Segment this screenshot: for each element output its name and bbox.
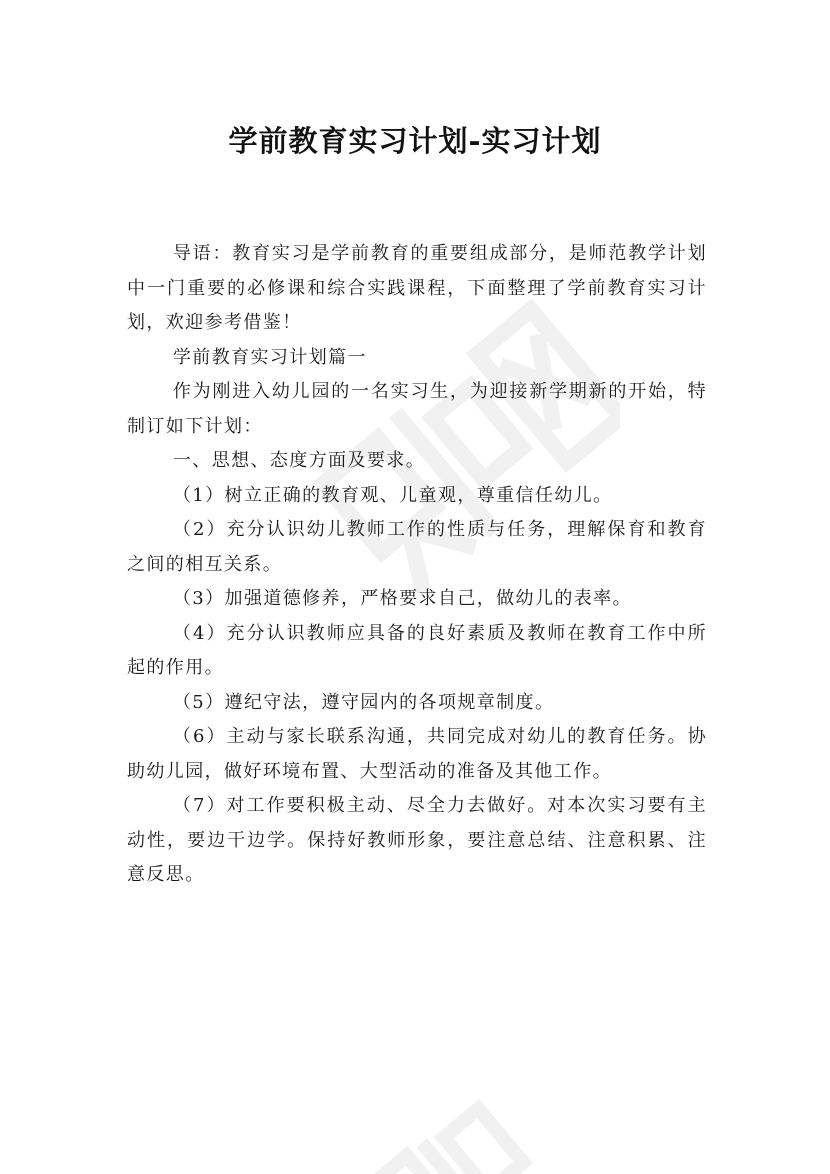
list-item: （2）充分认识幼儿教师工作的性质与任务，理解保育和教育之间的相互关系。 (127, 519, 707, 575)
list-item: （7）对工作要积极主动、尽全力去做好。对本次实习要有主动性，要边干边学。保持好教师形象，要注意总结、注意积累、注意反思。 (127, 795, 707, 885)
list-item: （1）树立正确的教育观、儿童观，尊重信任幼儿。 (172, 484, 613, 506)
list-heading: 一、思想、态度方面及要求。 (172, 450, 426, 471)
list-item: （5）遵纪守法，遵守园内的各项规章制度。 (172, 691, 555, 713)
document-body (127, 237, 707, 893)
list-item: （6）主动与家长联系沟通，共同完成对幼儿的教育任务。协助幼儿园，做好环境布置、大型活动的准备及其他工作。 (127, 726, 707, 782)
list-item: （4）充分认识教师应具备的良好素质及教师在教育工作中所起的作用。 (127, 622, 707, 678)
section-heading: 学前教育实习计划篇一 (172, 346, 367, 368)
list-item: （3）加强道德修养，严格要求自己，做幼儿的表率。 (172, 588, 632, 609)
document-title: 学前教育实习计划-实习计划 (228, 124, 602, 159)
watermark-fragment-icon (340, 1080, 540, 1174)
intro-paragraph: 导语：教育实习是学前教育的重要组成部分，是师范教学计划中一门重要的必修课和综合实践课程，下面整理了学前教育实习计划，欢迎参考借鉴！ (127, 243, 707, 333)
paragraph: 作为刚进入幼儿园的一名实习生，为迎接新学期新的开始，特制订如下计划： (127, 381, 707, 437)
